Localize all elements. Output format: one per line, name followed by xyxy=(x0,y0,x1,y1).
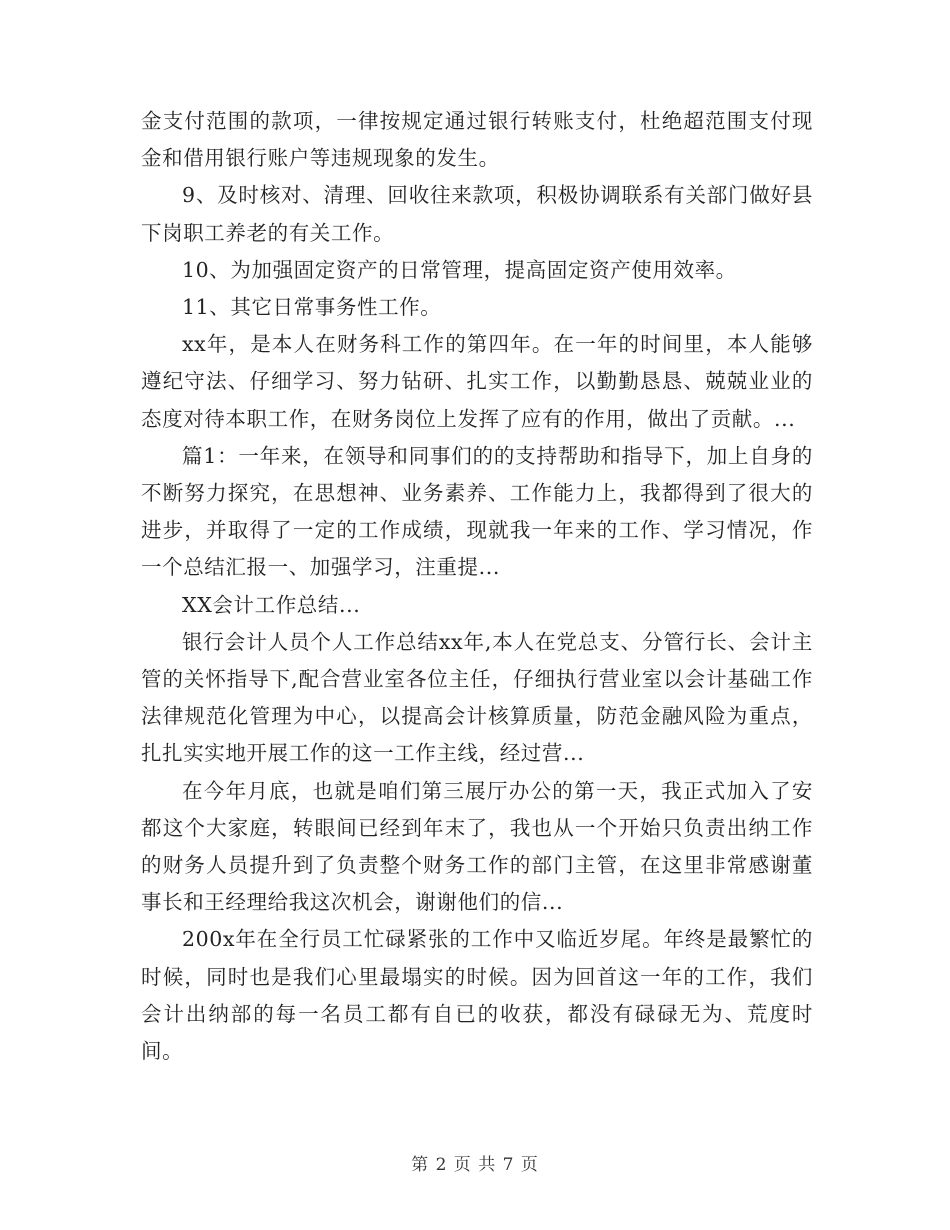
paragraph-joined-company: 在今年月底，也就是咱们第三展厅办公的第一天，我正式加入了安都这个大家庭，转眼间已经到年末了，我也从一个开始只负责出纳工作的财务人员提升到了负责整个财务工作的部门主管，在这里非常感谢董事长和王经理给我这次机会，谢谢他们的信... xyxy=(141,778,813,915)
paragraph-item-9: 9、及时核对、清理、回收往来款项，积极协调联系有关部门做好县下岗职工养老的有关工作。 xyxy=(141,183,813,245)
paragraph-year-end: 200x年在全行员工忙碌紧张的工作中又临近岁尾。年终是最繁忙的时候，同时也是我们心里最塌实的时候。因为回首这一年的工作，我们会计出纳部的每一名员工都有自已的收获，都没有碌碌无为、荒度时间。 xyxy=(141,927,813,1064)
paragraph-continuation: 金支付范围的款项，一律按规定通过银行转账支付，杜绝超范围支付现金和借用银行账户等违规现象的发生。 xyxy=(141,109,813,171)
paragraph-article-1: 篇1：一年来，在领导和同事们的的支持帮助和指导下，加上自身的不断努力探究，在思想神、业务素养、工作能力上，我都得到了很大的进步，并取得了一定的工作成绩，现就我一年来的工作、学习情况，作一个总结汇报一、加强学习，注重提... xyxy=(141,443,813,580)
paragraph-fourth-year: xx年，是本人在财务科工作的第四年。在一年的时间里，本人能够遵纪守法、仔细学习、努力钻研、扎实工作，以勤勤恳恳、兢兢业业的态度对待本职工作，在财务岗位上发挥了应有的作用，做出了贡献。... xyxy=(141,332,813,431)
paragraph-bank-accountant: 银行会计人员个人工作总结xx年,本人在党总支、分管行长、会计主管的关怀指导下,配合营业室各位主任，仔细执行营业室以会计基础工作法律规范化管理为中心，以提高会计核算质量，防范金融风险为重点，扎扎实实地开展工作的这一工作主线，经过营... xyxy=(141,629,813,766)
paragraph-accounting-summary-title: XX会计工作总结... xyxy=(182,592,361,617)
paragraph-item-10: 10、为加强固定资产的日常管理，提高固定资产使用效率。 xyxy=(182,257,737,282)
document-body xyxy=(141,103,813,1070)
paragraph-item-11: 11、其它日常事务性工作。 xyxy=(182,295,442,320)
page-number-footer: 第 2 页 共 7 页 xyxy=(411,1155,539,1175)
